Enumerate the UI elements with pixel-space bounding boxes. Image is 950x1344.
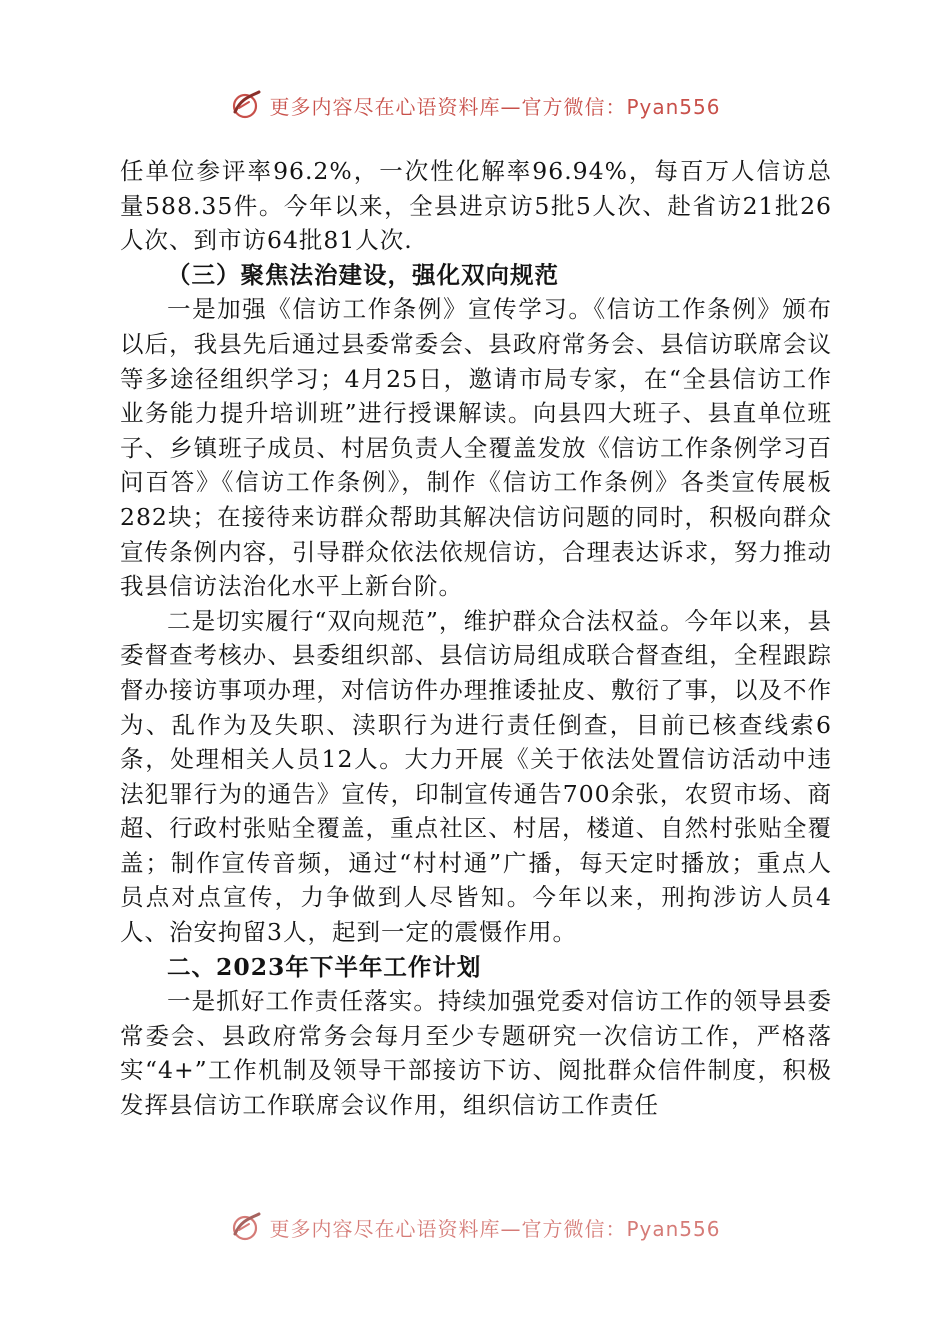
- watermark-footer: [0, 1210, 950, 1244]
- document-body: [120, 154, 832, 1123]
- watermark-header: [0, 88, 950, 122]
- paragraph-regulation-study: 一是加强《信访工作条例》宣传学习。《信访工作条例》颁布以后，我县先后通过县委常委会、县政府常务会、县信访联席会议等多途径组织学习；4月25日，邀请市局专家，在“全县信访工作业务能力提升培训班”进行授课解读。向县四大班子、县直单位班子、乡镇班子成员、村居负责人全覆盖发放《信访工作条例学习百问百答》《信访工作条例》，制作《信访工作条例》各类宣传展板282块；在接待来访群众帮助其解决信访问题的同时，积极向群众宣传条例内容，引导群众依法依规信访，合理表达诉求，努力推动我县信访法治化水平上新台阶。: [120, 295, 832, 601]
- watermark-text: 更多内容尽在心语资料库—官方微信：Pyan556: [269, 94, 721, 119]
- paragraph-stats: 任单位参评率96.2%，一次性化解率96.94%，每百万人信访总量588.35件。今年以来，全县进京访5批5人次、赴省访21批26人次、到市访64批81人次.: [120, 157, 832, 255]
- section-heading-rule-of-law: （三）聚焦法治建设，强化双向规范: [167, 260, 559, 289]
- paragraph-responsibility: 一是抓好工作责任落实。持续加强党委对信访工作的领导县委常委会、县政府常务会每月至少专题研究一次信访工作，严格落实“4+”工作机制及领导干部接访下访、阅批群众信件制度，积极发挥县信访工作联席会议作用，组织信访工作责任: [120, 987, 832, 1120]
- brush-logo-icon: [229, 88, 263, 122]
- section-heading-work-plan: 二、2023年下半年工作计划: [167, 952, 482, 981]
- paragraph-two-way-norms: 二是切实履行“双向规范”，维护群众合法权益。今年以来，县委督查考核办、县委组织部、县信访局组成联合督查组，全程跟踪督办接访事项办理，对信访件办理推诿扯皮、敷衍了事，以及不作为、乱作为及失职、渎职行为进行责任倒查，目前已核查线索6条，处理相关人员12人。大力开展《关于依法处置信访活动中违法犯罪行为的通告》宣传，印制宣传通告700余张，农贸市场、商超、行政村张贴全覆盖，重点社区、村居，楼道、自然村张贴全覆盖；制作宣传音频，通过“村村通”广播，每天定时播放；重点人员点对点宣传，力争做到人尽皆知。今年以来，刑拘涉访人员4人、治安拘留3人，起到一定的震慑作用。: [120, 606, 832, 947]
- brush-logo-icon: [229, 1210, 263, 1244]
- watermark-text: 更多内容尽在心语资料库—官方微信：Pyan556: [269, 1216, 721, 1241]
